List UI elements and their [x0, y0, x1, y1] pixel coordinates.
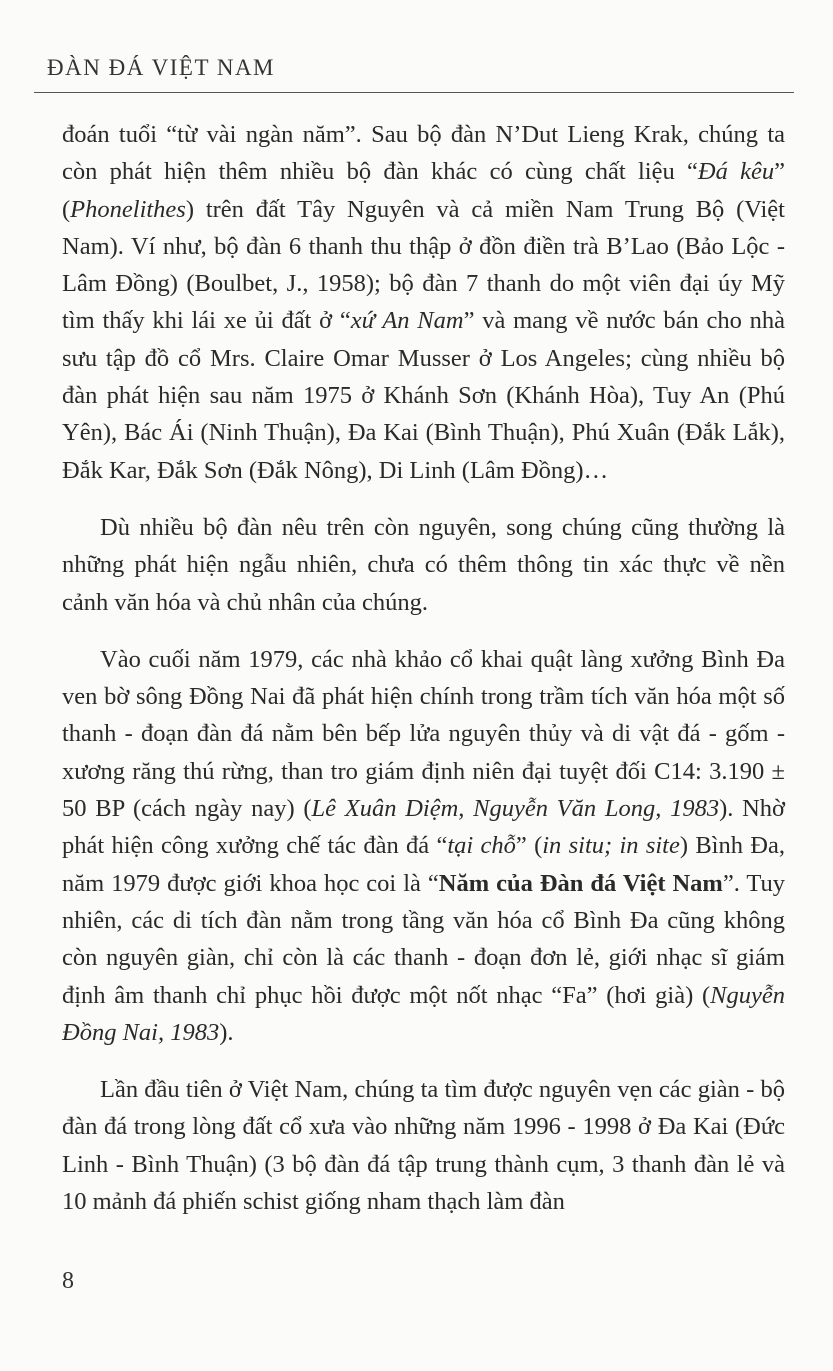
header-rule — [34, 92, 794, 93]
text-run: ” và mang về nước bán cho nhà sưu tập đồ cổ Mrs. Claire Omar Musser ở Los Angeles; cùng nhiều bộ đàn phát hiện sau năm 1975 ở Khánh Sơn (Khánh Hòa), Tuy An (Phú Yên), Bác Ái (Ninh Thuận), Đa Kai (Bình Thuận), Phú Xuân (Đắk Lắk), Đắk Kar, Đắk Sơn (Đắk Nông), Di Linh (Lâm Đồng)… — [62, 307, 786, 484]
text-run: ) Bình Đa, năm 1979 được giới khoa học coi là “ — [62, 832, 785, 897]
paragraph-1 — [62, 116, 785, 489]
italic-run: tại chỗ — [447, 832, 516, 860]
text-run: ) trên đất Tây Nguyên và cả miền Nam Trung Bộ (Việt Nam). Ví như, bộ đàn 6 thanh thu thập ở đồn điền trà B’Lao (Bảo Lộc - Lâm Đồng) (Boulbet, J., 1958); bộ đàn 7 thanh do một viên đại úy Mỹ tìm thấy khi lái xe ủi đất ở “ — [62, 195, 785, 335]
paragraph-3 — [62, 641, 785, 1051]
italic-run: Đá kêu — [697, 158, 775, 186]
text-run: ” ( — [515, 832, 543, 860]
text-run: ). Nhờ phát hiện công xưởng chế tác đàn đá “ — [62, 795, 786, 860]
paragraph-4: Lần đầu tiên ở Việt Nam, chúng ta tìm được nguyên vẹn các giàn - bộ đàn đá trong lòng đất cổ xưa vào những năm 1996 - 1998 ở Đa Kai (Đức Linh - Bình Thuận) (3 bộ đàn đá tập trung thành cụm, 3 thanh đàn lẻ và 10 mảnh đá phiến schist giống nham thạch làm đàn — [62, 1076, 785, 1216]
italic-run: Phonelithes — [70, 195, 186, 223]
body-text — [62, 116, 785, 1240]
text-run: ”. Tuy nhiên, các di tích đàn nằm trong tầng văn hóa cổ Bình Đa cũng không còn nguyên giàn, chỉ còn là các thanh - đoạn đơn lẻ, giới nhạc sĩ giám định âm thanh chỉ phục hồi được một nốt nhạc “Fa” (hơi già) ( — [62, 869, 785, 1009]
page-number: 8 — [62, 1268, 74, 1294]
running-head: ĐÀN ĐÁ VIỆT NAM — [47, 55, 276, 80]
paragraph-2: Dù nhiều bộ đàn nêu trên còn nguyên, song chúng cũng thường là những phát hiện ngẫu nhiên, chưa có thêm thông tin xác thực về nền cảnh văn hóa và chủ nhân của chúng. — [62, 513, 785, 616]
bold-run: Năm của Đàn đá Việt Nam — [438, 869, 723, 897]
italic-run: in situ; in site — [542, 832, 680, 860]
italic-run: xứ An Nam — [350, 307, 464, 335]
text-run: Vào cuối năm 1979, các nhà khảo cổ khai quật làng xưởng Bình Đa ven bờ sông Đồng Nai đã phát hiện chính trong trầm tích văn hóa một số thanh - đoạn đàn đá nằm bên bếp lửa nguyên thủy và di vật đá - gốm - xương răng thú rừng, than tro giám định niên đại tuyệt đối C14: 3.190 ± 50 BP (cách ngày nay) ( — [62, 645, 785, 823]
text-run: đoán tuổi “từ vài ngàn năm”. Sau bộ đàn N’Dut Lieng Krak, chúng ta còn phát hiện thêm nhiều bộ đàn khác có cùng chất liệu “ — [62, 121, 785, 186]
text-run: ” ( — [62, 158, 785, 223]
text-run: ). — [219, 1018, 234, 1046]
citation: Nguyễn Đồng Nai, 1983 — [62, 981, 785, 1046]
citation: Lê Xuân Diệm, Nguyễn Văn Long, 1983 — [311, 795, 720, 823]
